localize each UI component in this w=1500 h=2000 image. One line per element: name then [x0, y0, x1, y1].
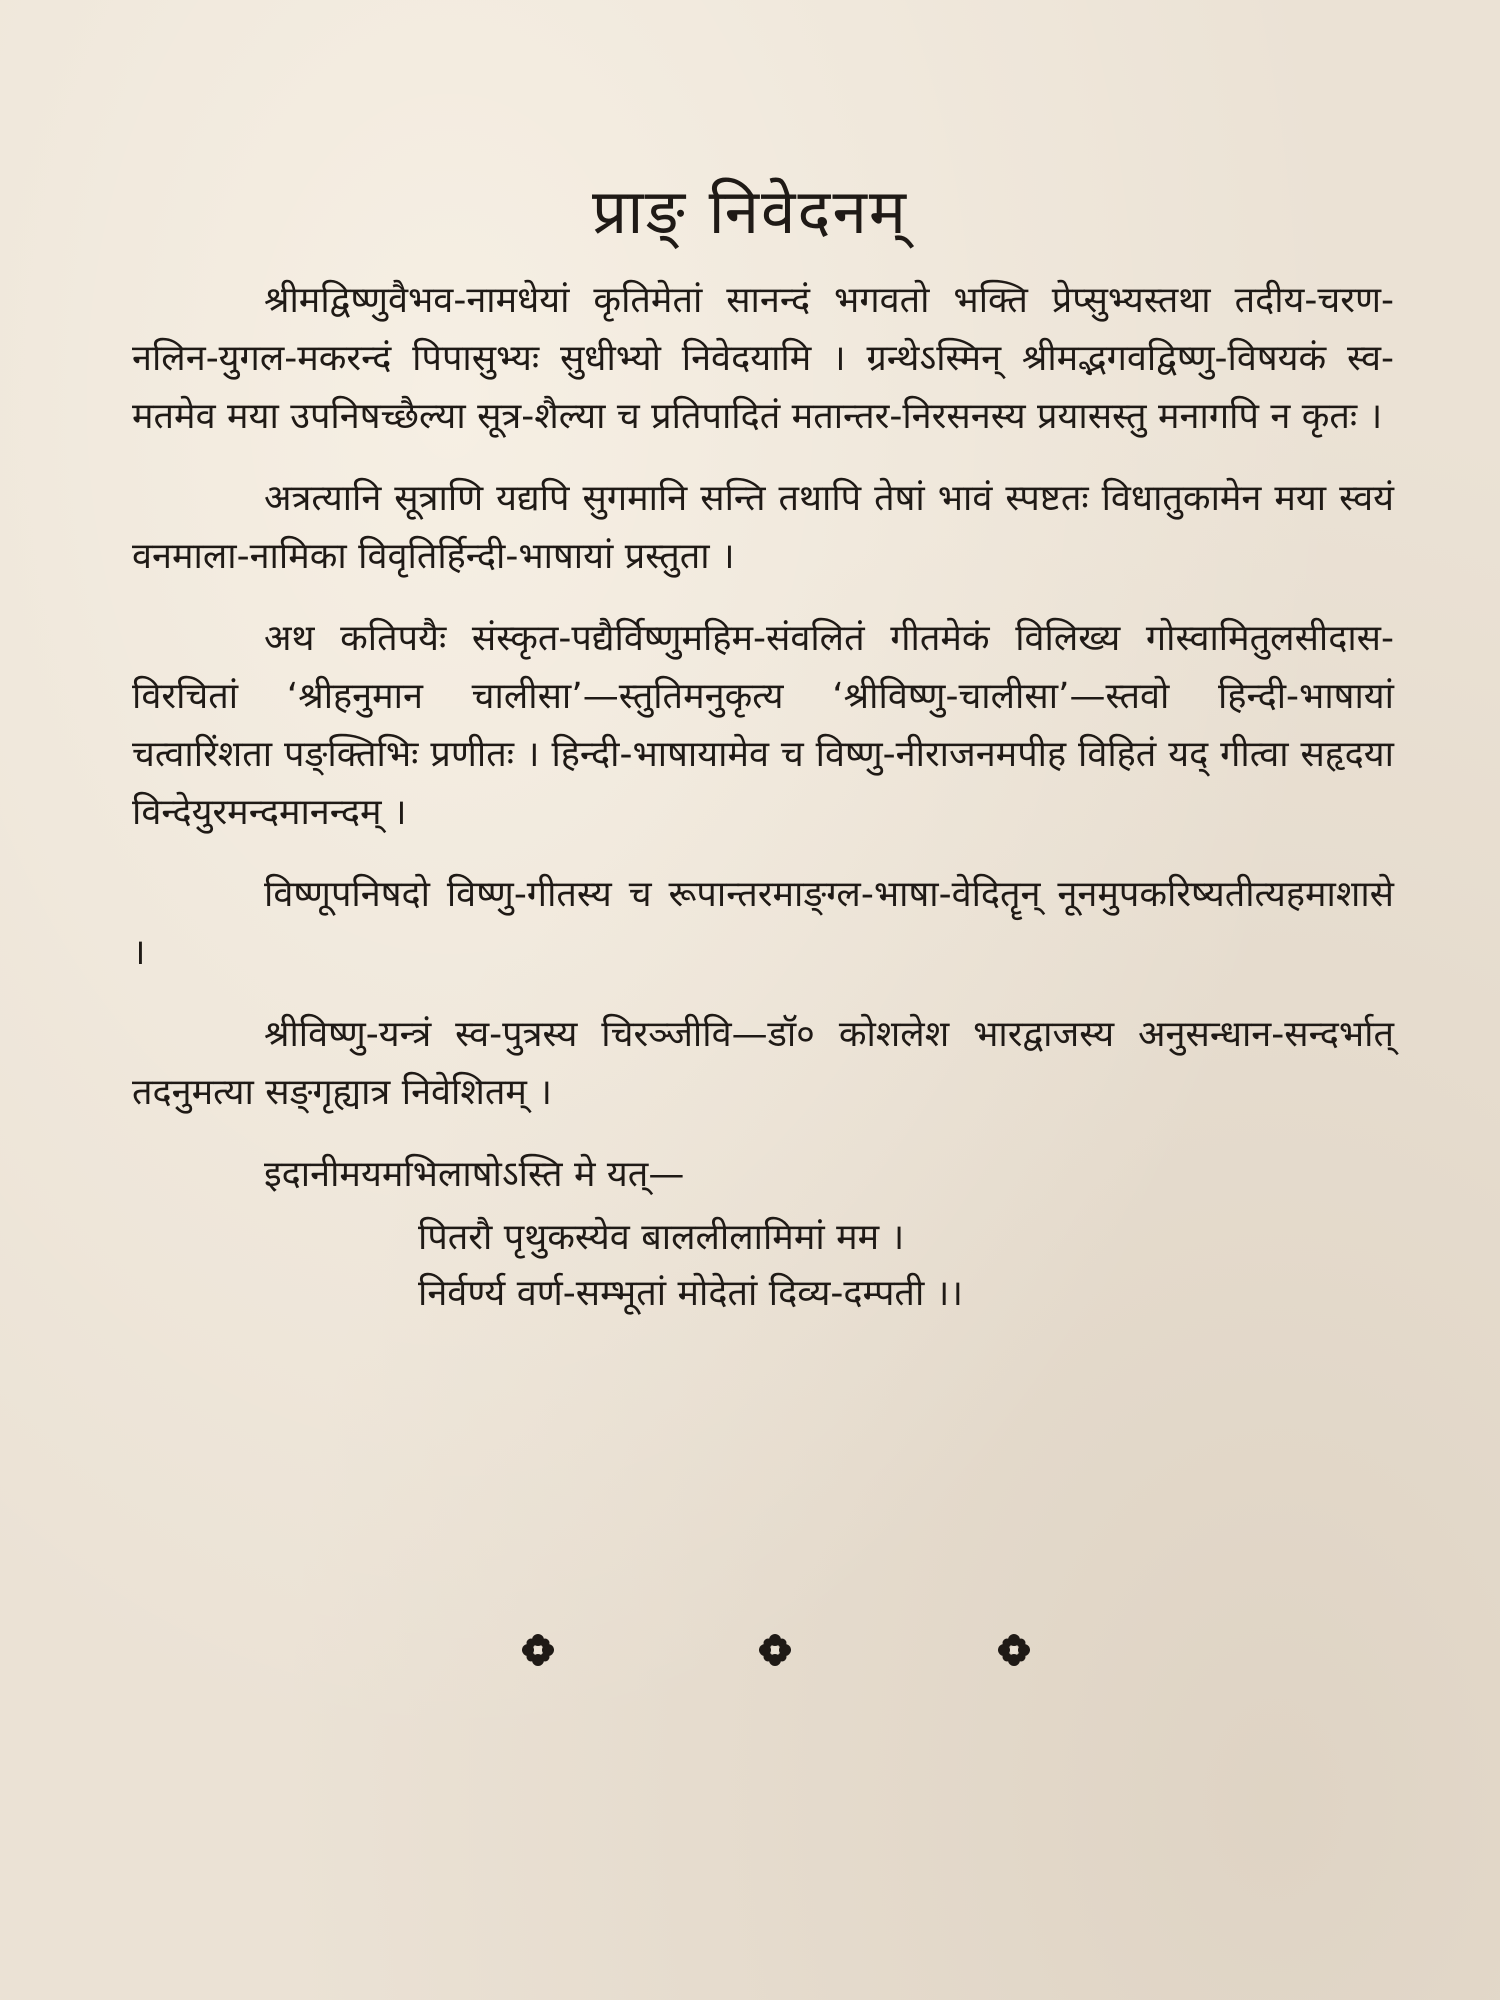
paragraph-5: श्रीविष्णु-यन्त्रं स्व-पुत्रस्य चिरञ्जीवि—डॉ० कोशलेश भारद्वाजस्य अनुसन्धान-सन्दर्भात् तदनुमत्या सङ्गृह्यात्र निवेशितम् । [132, 1014, 1394, 1113]
verse-line-1: पितरौ पृथुकस्येव बाललीलामिमां मम । [418, 1217, 905, 1258]
ornament-row [0, 1632, 1500, 1672]
paragraph-1: श्रीमद्विष्णुवैभव-नामधेयां कृतिमेतां सानन्दं भगवतो भक्ति प्रेप्सुभ्यस्तथा तदीय-चरण-नलिन-युगल-मकरन्दं पिपासुभ्यः सुधीभ्यो निवेदयामि । ग्रन्थेऽस्मिन् श्रीमद्भगवद्विष्णु-विषयकं स्व-मतमेव मया उपनिषच्छैल्या सूत्र-शैल्या च प्रतिपादितं मतान्तर-निरसनस्य प्रयासस्तु मनागपि न कृतः । [132, 280, 1394, 437]
paragraph-2: अत्रत्यानि सूत्राणि यद्यपि सुगमानि सन्ति तथापि तेषां भावं स्पष्टतः विधातुकामेन मया स्वयं वनमाला-नामिका विवृतिर्हिन्दी-भाषायां प्रस्तुता । [132, 478, 1394, 577]
verse-intro: इदानीमयमभिलाषोऽस्ति मे यत्— [264, 1154, 685, 1195]
paragraph-3: अथ कतिपयैः संस्कृत-पद्यैर्विष्णुमहिम-संवलितं गीतमेकं विलिख्य गोस्वामितुलसीदास-विरचितां ‘श्रीहनुमान चालीसा’—स्तुतिमनुकृत्य ‘श्रीविष्णु-चालीसा’—स्तवो हिन्दी-भाषायां चत्वारिंशता पङ्क्तिभिः प्रणीतः । हिन्दी-भाषायामेव च विष्णु-नीराजनमपीह विहितं यद् गीत्वा सहृदया विन्देयुरमन्दमानन्दम् । [132, 618, 1394, 833]
flower-ornament-icon [996, 1632, 1032, 1668]
verse [418, 1210, 1394, 1322]
flower-ornament-icon [520, 1632, 556, 1668]
paragraph-4: विष्णूपनिषदो विष्णु-गीतस्य च रूपान्तरमाङ्ग्ल-भाषा-वेदितॄन् नूनमुपकरिष्यतीत्यहमाशासे । [132, 874, 1394, 973]
body-text [132, 272, 1394, 1322]
verse-line-2: निर्वर्ण्य वर्ण-सम्भूतां मोदेतां दिव्य-दम्पती ।। [418, 1273, 964, 1314]
flower-ornament-icon [757, 1632, 793, 1668]
page-title: प्राङ् निवेदनम् [592, 175, 908, 248]
